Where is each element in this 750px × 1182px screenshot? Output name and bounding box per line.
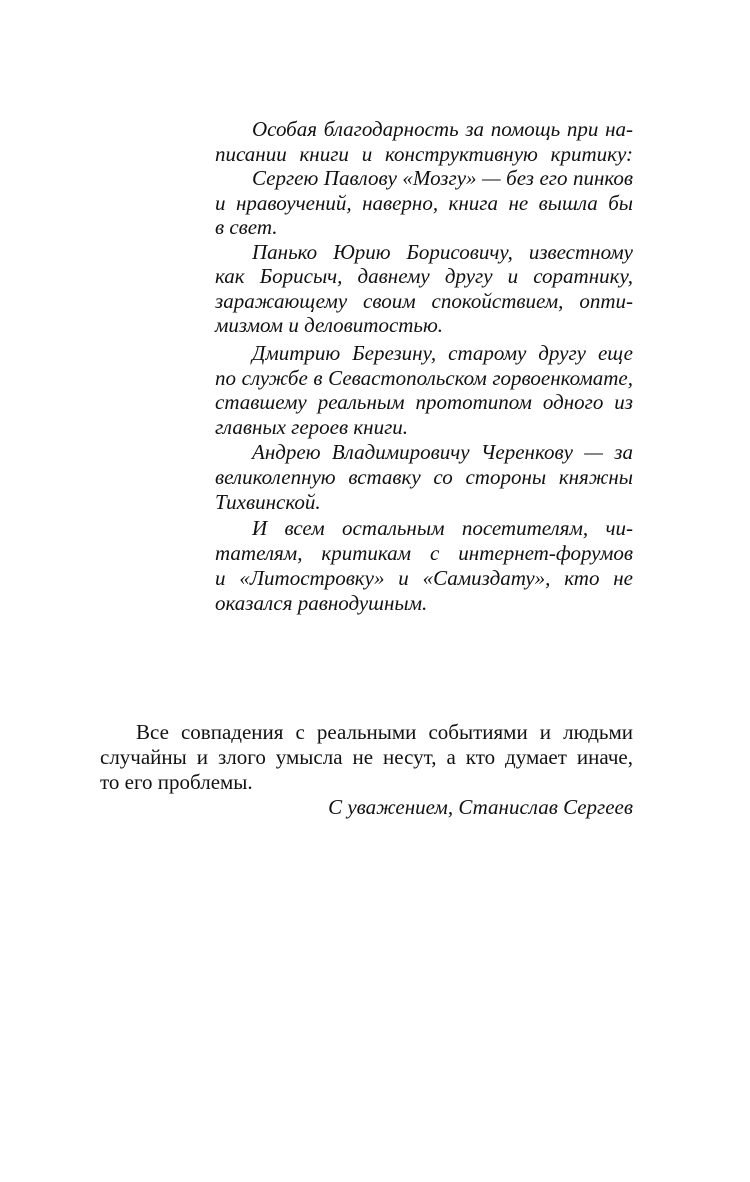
ack-line: Дмитрию Березину, старому другу еще [252,341,633,365]
ack-line: Андрею Владимировичу Черенкову — за [252,440,633,464]
ack-line: Сергею Павлову «Мозгу» — без его пинков [252,166,633,190]
ack-line: тателям, критикам с интернет-форумов [215,541,633,565]
ack-line: и нравоучений, наверно, книга не вышла бы [215,191,633,215]
ack-line: главных героев книги. [215,415,409,439]
ack-line: и «Литостровку» и «Самиздату», кто не [215,566,633,590]
disclaimer-line: случайны и злого умысла не несут, а кто думает иначе, [100,745,633,769]
ack-line: заражающему своим спокойствием, опти- [215,289,633,313]
ack-line: Особая благодарность за помощь при на- [252,117,633,141]
ack-line: ставшему реальным прототипом одного из [215,390,633,414]
signature: С уважением, Станислав Сергеев [328,795,633,819]
ack-line: мизмом и деловитостью. [215,313,444,337]
ack-line: И всем остальным посетителям, чи- [252,516,633,540]
ack-line: как Борисыч, давнему другу и соратнику, [215,264,633,288]
ack-line: Панько Юрию Борисовичу, известному [252,240,633,264]
disclaimer-line: Все совпадения с реальными событиями и людьми [136,720,633,744]
ack-line: оказался равнодушным. [215,591,428,615]
ack-line: писании книги и конструктивную критику: [215,142,633,166]
ack-line: Тихвинской. [215,490,321,514]
ack-line: по службе в Севастопольском горвоенкомате, [215,366,633,390]
disclaimer-line: то его проблемы. [100,770,253,794]
ack-line: великолепную вставку со стороны княжны [215,465,633,489]
ack-line: в свет. [215,215,278,239]
